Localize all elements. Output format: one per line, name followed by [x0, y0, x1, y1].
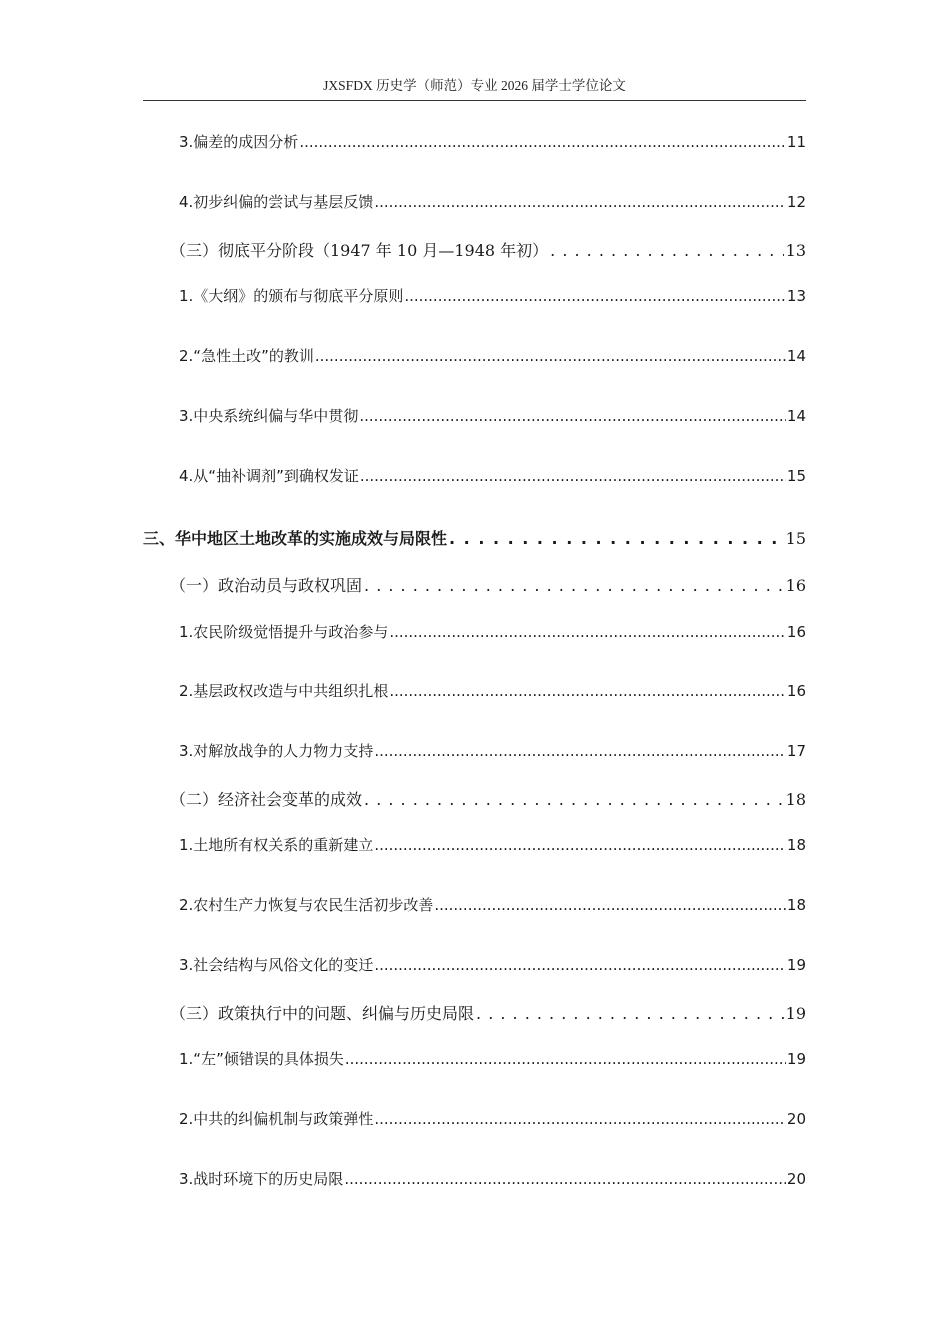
dot-leader — [374, 742, 786, 760]
dot-leader — [434, 896, 786, 914]
toc-entry[interactable] — [179, 131, 806, 152]
toc-entry-title: 三、华中地区土地改革的实施成效与局限性 — [143, 529, 448, 548]
dot-leader — [374, 836, 786, 854]
toc-entry[interactable] — [179, 1108, 806, 1129]
dot-leader — [315, 347, 786, 365]
toc-entry-page: 20 — [786, 1170, 806, 1188]
toc-entry-page: 15 — [785, 529, 806, 548]
dot-leader — [404, 287, 786, 305]
toc-entry[interactable] — [170, 1001, 806, 1024]
toc-entry-title: 4.初步纠偏的尝试与基层反馈 — [179, 193, 374, 211]
dot-leader — [344, 1170, 786, 1188]
toc-entry-title: 3.对解放战争的人力物力支持 — [179, 742, 374, 760]
dot-leader — [449, 529, 784, 548]
dot-leader — [364, 790, 784, 809]
toc-entry-title: （三）彻底平分阶段（1947 年 10 月—1948 年初） — [170, 241, 549, 260]
dot-leader — [345, 1050, 786, 1068]
toc-entry-page: 19 — [785, 1004, 806, 1023]
toc-entry-page: 18 — [786, 896, 806, 914]
toc-entry-page: 11 — [786, 133, 806, 151]
toc-entry-page: 15 — [786, 467, 806, 485]
toc-entry-title: 3.社会结构与风俗文化的变迁 — [179, 956, 374, 974]
toc-entry-title: （一）政治动员与政权巩固 — [170, 576, 363, 595]
toc-entry-page: 16 — [786, 682, 806, 700]
toc-entry[interactable] — [179, 834, 806, 855]
toc-entry[interactable] — [179, 345, 806, 366]
toc-entry-page: 20 — [786, 1110, 806, 1128]
dot-leader — [374, 193, 786, 211]
toc-entry-page: 19 — [786, 1050, 806, 1068]
dot-leader — [389, 682, 786, 700]
toc-entry-title: 4.从“抽补调剂”到确权发证 — [179, 467, 359, 485]
toc-entry-page: 16 — [786, 623, 806, 641]
toc-entry-page: 19 — [786, 956, 806, 974]
toc-entry[interactable] — [179, 680, 806, 701]
toc-entry-title: 1.“左”倾错误的具体损失 — [179, 1050, 344, 1068]
dot-leader — [389, 623, 786, 641]
dot-leader — [550, 241, 783, 260]
toc-entry[interactable] — [179, 285, 806, 306]
dot-leader — [364, 576, 784, 595]
toc-entry-page: 16 — [785, 576, 806, 595]
toc-entry-title: 2.基层政权改造与中共组织扎根 — [179, 682, 389, 700]
toc-entry-title: 2.农村生产力恢复与农民生活初步改善 — [179, 896, 434, 914]
dot-leader — [476, 1004, 784, 1023]
toc-entry-title: （二）经济社会变革的成效 — [170, 790, 363, 809]
toc-entry[interactable] — [179, 191, 806, 212]
dot-leader — [360, 467, 786, 485]
toc-entry-title: 3.战时环境下的历史局限 — [179, 1170, 344, 1188]
toc-entry[interactable] — [179, 465, 806, 486]
toc-entry-title: 1.土地所有权关系的重新建立 — [179, 836, 374, 854]
toc-entry-page: 14 — [786, 407, 806, 425]
toc-entry[interactable] — [170, 787, 806, 810]
toc-entry-page: 14 — [786, 347, 806, 365]
toc-entry-page: 18 — [785, 790, 806, 809]
toc-entry[interactable] — [179, 740, 806, 761]
toc-entry[interactable] — [179, 1168, 806, 1189]
dot-leader — [374, 956, 786, 974]
toc-entry-page: 18 — [786, 836, 806, 854]
dot-leader — [299, 133, 786, 151]
toc-entry[interactable] — [170, 238, 806, 261]
toc-entry-title: 2.“急性土改”的教训 — [179, 347, 314, 365]
toc-entry[interactable] — [170, 573, 806, 596]
toc-entry-page: 12 — [786, 193, 806, 211]
toc-entry-page: 13 — [785, 241, 806, 260]
toc-entry[interactable] — [179, 894, 806, 915]
running-header: JXSFDX 历史学（师范）专业 2026 届学士学位论文 — [323, 78, 626, 93]
toc-entry-title: 3.偏差的成因分析 — [179, 133, 299, 151]
toc-entry-page: 17 — [786, 742, 806, 760]
toc-entry[interactable] — [179, 954, 806, 975]
toc-entry-title: 3.中央系统纠偏与华中贯彻 — [179, 407, 359, 425]
toc-entry-chapter[interactable] — [143, 526, 806, 549]
toc-entry-title: 1.农民阶级觉悟提升与政治参与 — [179, 623, 389, 641]
toc-entry[interactable] — [179, 621, 806, 642]
toc-entry[interactable] — [179, 1048, 806, 1069]
dot-leader — [359, 407, 786, 425]
dot-leader — [374, 1110, 786, 1128]
toc-entry[interactable] — [179, 405, 806, 426]
toc-entry-title: 2.中共的纠偏机制与政策弹性 — [179, 1110, 374, 1128]
toc-entry-title: （三）政策执行中的问题、纠偏与历史局限 — [170, 1004, 475, 1023]
toc-entry-page: 13 — [786, 287, 806, 305]
toc-entry-title: 1.《大纲》的颁布与彻底平分原则 — [179, 287, 404, 305]
